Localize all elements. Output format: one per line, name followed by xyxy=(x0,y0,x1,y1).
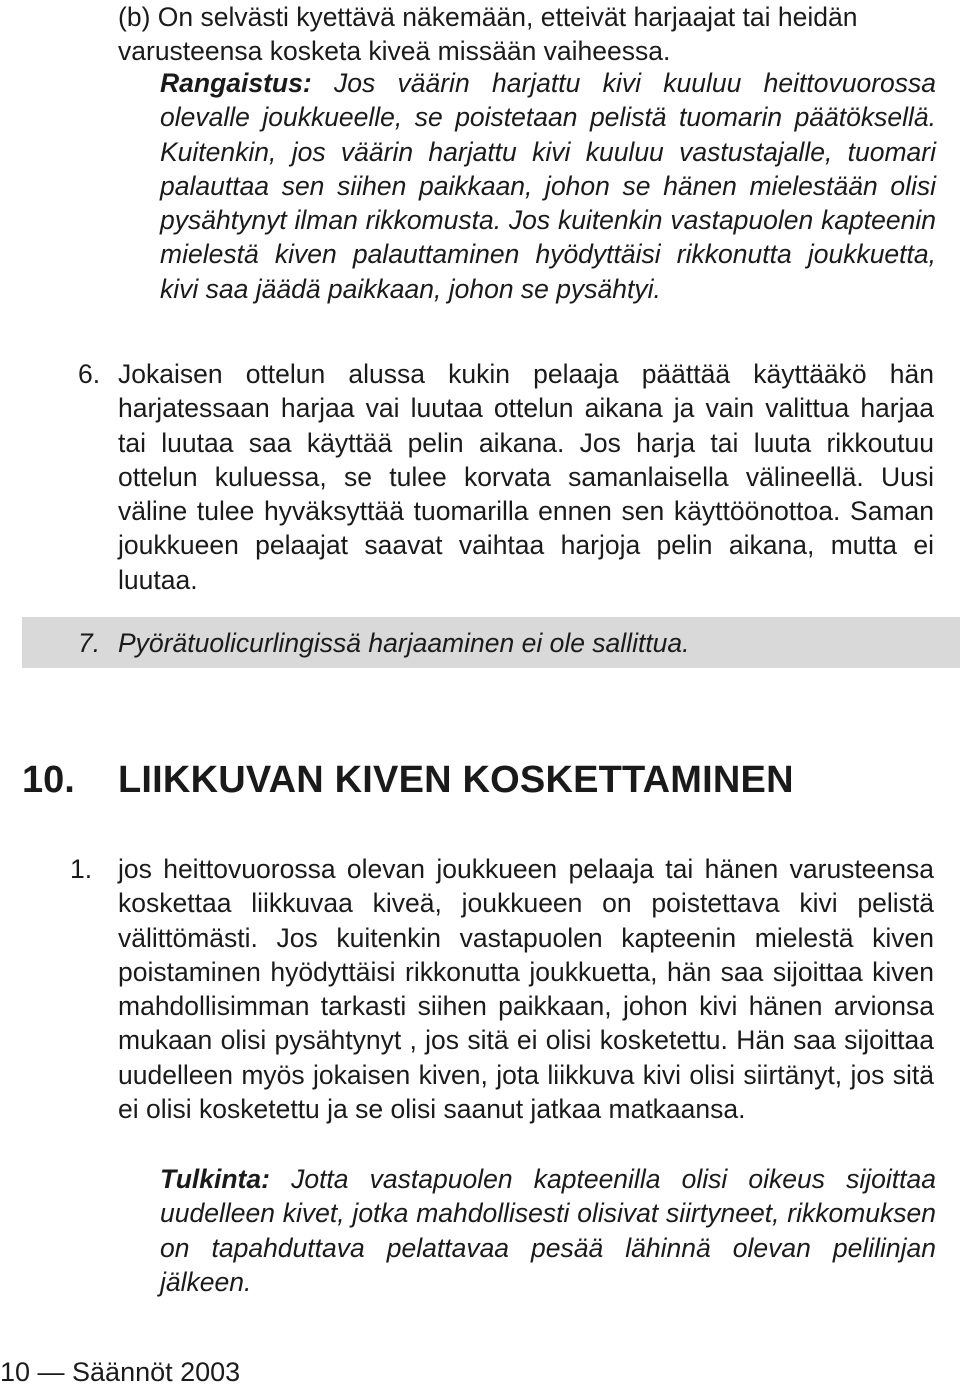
rule-item-b: (b) On selvästi kyettävä näkemään, etteivät harjaajat tai heidän varusteensa kosketa kiveä missään vaiheessa. xyxy=(118,2,858,67)
rule-6-text: Jokaisen ottelun alussa kukin pelaaja päättää käyttääkö hän harjatessaan harjaa vai luutaa ottelun aikana ja vain valittua harjaa tai luutaa saa käyttää pelin aikana. Jos harja tai luuta rikkoutuu ottelun kuluessa, se tulee korvata samanlaisella välineellä. Uusi väline tulee hyväksyttää tuomarilla ennen sen käyttöönottoa. Saman joukkueen pelaajat saavat vaihtaa harjoja pelin aikana, mutta ei luutaa. xyxy=(118,359,934,595)
section-number: 10. xyxy=(22,759,75,801)
penalty-paragraph xyxy=(160,66,936,306)
rule-7-text: Pyörätuolicurlingissä harjaaminen ei ole sallittua. xyxy=(118,628,690,658)
interpretation-text: Jotta vastapuolen kapteenilla olisi oikeus sijoittaa uudelleen kivet, jotka mahdollisesti olisivat siirtyneet, rikkomuksen on tapahduttava pelattavaa pesää lähinnä olevan pelilinjan jälkeen. xyxy=(160,1164,936,1297)
penalty-label: Rangaistus: xyxy=(160,68,312,98)
page-footer: 10 — Säännöt 2003 xyxy=(0,1357,241,1387)
rule-1-text: jos heittovuorossa olevan joukkueen pelaaja tai hänen varusteensa koskettaa liikkuvaa kiveä, joukkueen on poistettava kivi pelistä välittömästi. Jos kuitenkin vastapuolen kapteenin mielestä kiven poistaminen hyödyttäisi rikkonutta joukkuetta, hän saa sijoittaa kiven mahdollisimman tarkasti siihen paikkaan, johon kivi hänen arvionsa mukaan olisi pysähtynyt , jos sitä ei olisi kosketettu. Hän saa sijoittaa uudelleen myös jokaisen kiven, jota liikkuva kivi olisi siirtänyt, jos sitä ei olisi kosketettu ja se olisi saanut jatkaa matkaansa. xyxy=(118,854,934,1125)
rule-1-number: 1. xyxy=(70,854,93,884)
penalty-text: Jos väärin harjattu kivi kuuluu heittovuorossa olevalle joukkueelle, se poistetaan pelistä tuomarin päätöksellä. Kuitenkin, jos väärin harjattu kivi kuuluu vastustajalle, tuomari palauttaa sen siihen paikkaan, johon se hänen mielestään olisi pysähtynyt ilman rikkomusta. Jos kuitenkin vastapuolen kapteenin mielestä kiven palauttaminen hyödyttäisi rikkonutta joukkuetta, kivi saa jäädä paikkaan, johon se pysähtyi. xyxy=(160,68,936,304)
interpretation-label: Tulkinta: xyxy=(160,1164,270,1194)
rule-7-number: 7. xyxy=(78,628,101,658)
rule-6-number: 6. xyxy=(78,359,101,389)
interpretation-paragraph xyxy=(160,1162,936,1299)
section-title: LIIKKUVAN KIVEN KOSKETTAMINEN xyxy=(118,759,794,801)
